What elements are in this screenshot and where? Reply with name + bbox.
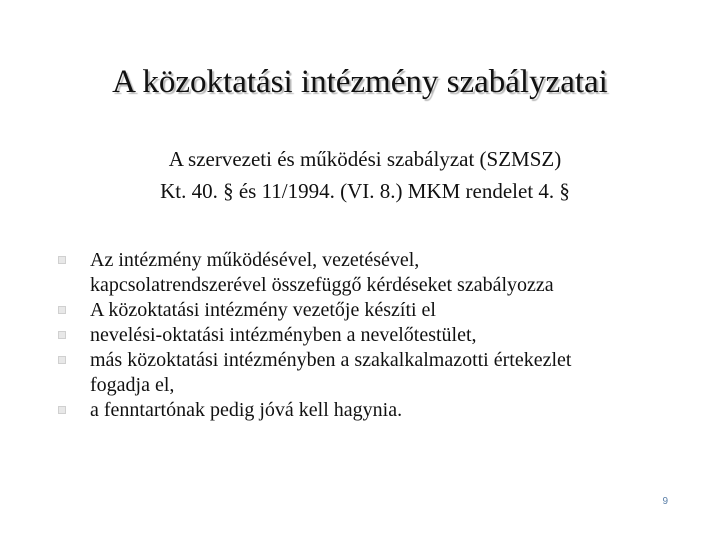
bullet-square-icon xyxy=(58,356,66,364)
bullet-square-icon xyxy=(58,406,66,414)
slide-subtitle xyxy=(0,143,720,207)
list-item xyxy=(58,323,698,348)
bullet-text-line: fogadja el, xyxy=(90,374,175,396)
list-item xyxy=(58,348,698,398)
page-number: 9 xyxy=(662,496,668,507)
bullet-text-line: Az intézmény működésével, vezetésével, xyxy=(90,249,420,271)
bullet-square-icon xyxy=(58,256,66,264)
bullet-text-line: A közoktatási intézmény vezetője készíti el xyxy=(90,299,436,321)
bullet-text-line: nevelési-oktatási intézményben a nevelőtestület, xyxy=(90,324,477,346)
slide-title: A közoktatási intézmény szabályzatai xyxy=(112,64,608,100)
bullet-text-line: a fenntartónak pedig jóvá kell hagynia. xyxy=(90,399,403,421)
list-item xyxy=(58,298,698,323)
bullet-square-icon xyxy=(58,331,66,339)
list-item xyxy=(58,248,698,298)
bullet-list xyxy=(58,248,698,423)
subtitle-line: Kt. 40. § és 11/1994. (VI. 8.) MKM rendelet 4. § xyxy=(160,179,570,203)
list-item xyxy=(58,398,698,423)
bullet-text-line: kapcsolatrendszerével összefüggő kérdéseket szabályozza xyxy=(90,274,554,296)
bullet-text-line: más közoktatási intézményben a szakalkalmazotti értekezlet xyxy=(90,349,572,371)
subtitle-line: A szervezeti és működési szabályzat (SZMSZ) xyxy=(168,147,562,171)
bullet-square-icon xyxy=(58,306,66,314)
